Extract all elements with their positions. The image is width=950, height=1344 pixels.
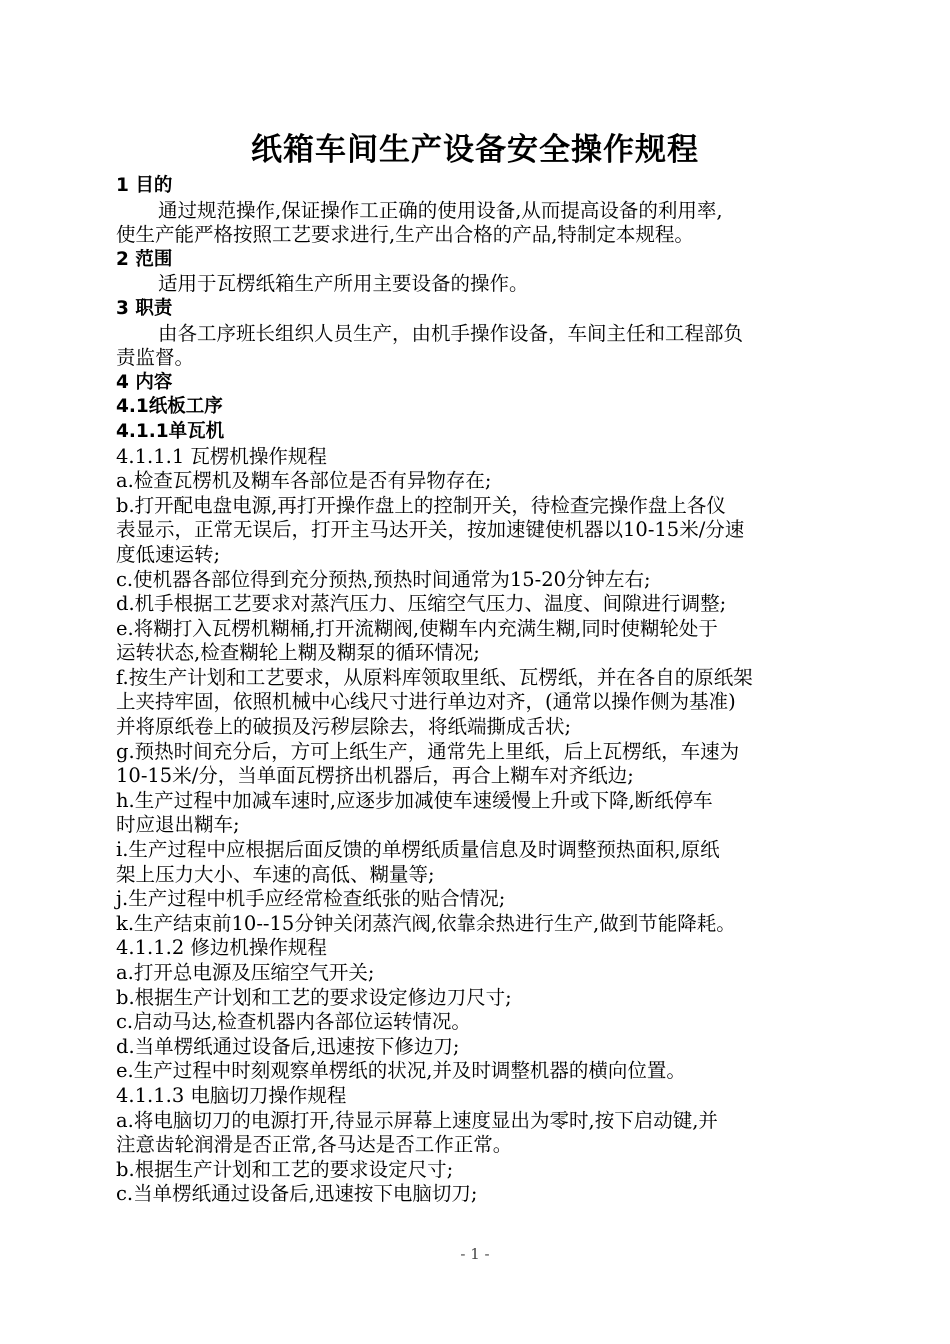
text-line: 4.1.1.2 修边机操作规程 — [116, 936, 327, 960]
text-line: 4.1.1.3 电脑切刀操作规程 — [116, 1083, 347, 1107]
section-heading: 4 内容 — [116, 371, 173, 393]
text-line: a.将电脑切刀的电源打开,待显示屏幕上速度显出为零时,按下启动键,并 — [116, 1108, 718, 1132]
text-line: 表显示，正常无误后，打开主马达开关，按加速键使机器以10-15米/分速 — [116, 518, 745, 542]
section-heading: 4.1纸板工序 — [116, 396, 223, 418]
text-line: 运转状态,检查糊轮上糊及糊泵的循环情况; — [116, 641, 480, 665]
text-line: b.打开配电盘电源,再打开操作盘上的控制开关，待检查完操作盘上各仪 — [116, 493, 726, 517]
text-line: 通过规范操作,保证操作工正确的使用设备,从而提高设备的利用率, — [158, 198, 723, 222]
text-line: 度低速运转; — [116, 542, 221, 566]
text-line: f.按生产计划和工艺要求，从原料库领取里纸、瓦楞纸，并在各自的原纸架 — [116, 665, 753, 689]
text-line: b.根据生产计划和工艺的要求设定尺寸; — [116, 1157, 454, 1181]
text-line: b.根据生产计划和工艺的要求设定修边刀尺寸; — [116, 985, 512, 1009]
text-line: 注意齿轮润滑是否正常,各马达是否工作正常。 — [116, 1133, 513, 1157]
text-line: 架上压力大小、车速的高低、糊量等; — [116, 862, 435, 886]
text-line: c.启动马达,检查机器内各部位运转情况。 — [116, 1010, 471, 1034]
section-heading: 3 职责 — [116, 297, 173, 319]
text-line: 时应退出糊车; — [116, 813, 240, 837]
section-heading: 4.1.1单瓦机 — [116, 420, 225, 442]
text-line: a.检查瓦楞机及糊车各部位是否有异物存在; — [116, 469, 492, 493]
section-heading: 1 目的 — [116, 175, 173, 196]
text-line: e.生产过程中时刻观察单楞纸的状况,并及时调整机器的横向位置。 — [116, 1059, 686, 1083]
document-body — [116, 174, 842, 1207]
document-title: 纸箱车间生产设备安全操作规程 — [251, 132, 699, 168]
text-line: i.生产过程中应根据后面反馈的单楞纸质量信息及时调整预热面积,原纸 — [116, 838, 720, 862]
text-line: e.将糊打入瓦楞机糊桶,打开流糊阀,使糊车内充满生糊,同时使糊轮处于 — [116, 616, 718, 640]
text-line: d.当单楞纸通过设备后,迅速按下修边刀; — [116, 1034, 460, 1058]
text-line: 4.1.1.1 瓦楞机操作规程 — [116, 444, 327, 468]
text-line: c.当单楞纸通过设备后,迅速按下电脑切刀; — [116, 1182, 478, 1206]
text-line: 上夹持牢固，依照机械中心线尺寸进行单边对齐，(通常以操作侧为基准) — [116, 690, 736, 714]
text-line: 10-15米/分，当单面瓦楞挤出机器后，再合上糊车对齐纸边; — [116, 764, 634, 788]
text-line: 责监督。 — [116, 346, 195, 370]
page-number: - 1 - — [460, 1245, 490, 1263]
text-line: g.预热时间充分后，方可上纸生产，通常先上里纸，后上瓦楞纸，车速为 — [116, 739, 740, 763]
text-line: j.生产过程中机手应经常检查纸张的贴合情况; — [116, 887, 506, 911]
section-heading: 2 范围 — [116, 248, 173, 270]
text-line: 并将原纸卷上的破损及污秽层除去，将纸端撕成舌状; — [116, 715, 572, 739]
text-line: h.生产过程中加减车速时,应逐步加减使车速缓慢上升或下降,断纸停车 — [116, 788, 713, 812]
text-line: 由各工序班长组织人员生产，由机手操作设备，车间主任和工程部负 — [158, 321, 744, 345]
text-line: c.使机器各部位得到充分预热,预热时间通常为15-20分钟左右; — [116, 567, 651, 591]
text-line: k.生产结束前10--15分钟关闭蒸汽阀,依靠余热进行生产,做到节能降耗。 — [116, 911, 736, 935]
text-line: 使生产能严格按照工艺要求进行,生产出合格的产品,特制定本规程。 — [116, 223, 694, 247]
text-line: a.打开总电源及压缩空气开关; — [116, 961, 375, 984]
text-line: 适用于瓦楞纸箱生产所用主要设备的操作。 — [158, 272, 529, 296]
text-line: d.机手根据工艺要求对蒸汽压力、压缩空气压力、温度、间隙进行调整; — [116, 592, 727, 616]
